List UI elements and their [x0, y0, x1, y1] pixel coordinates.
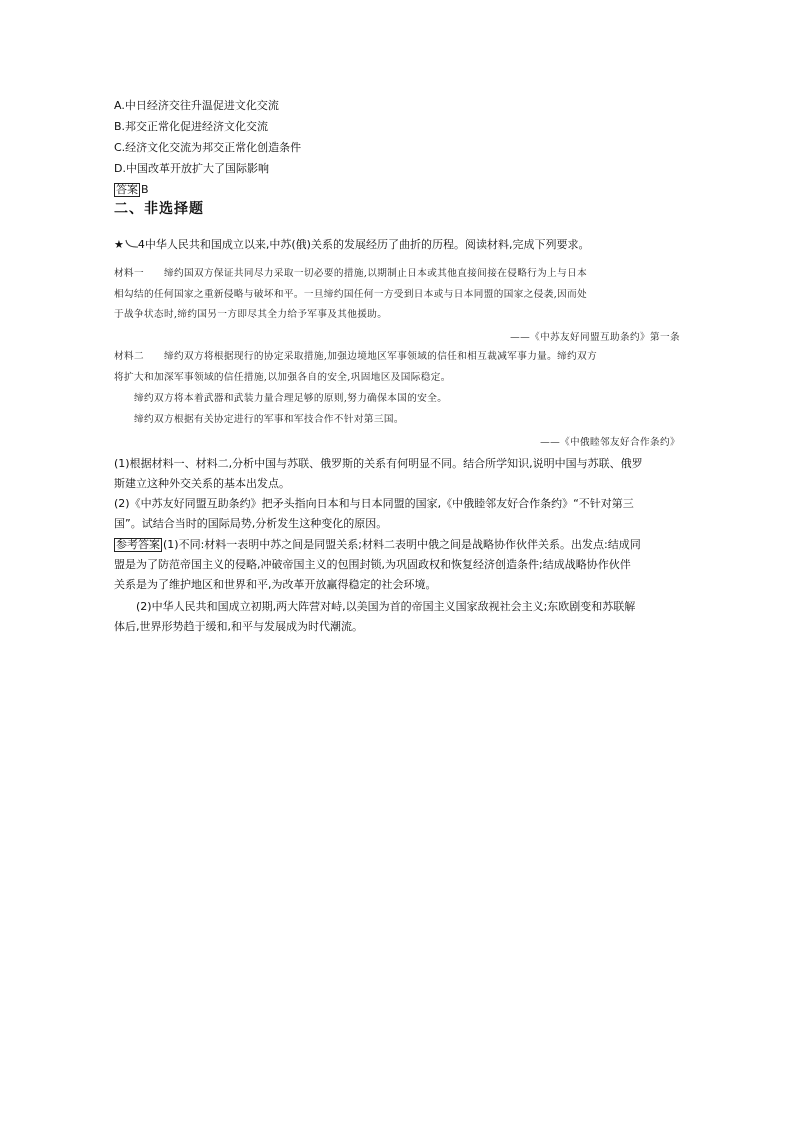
section-title: 二、非选择题: [114, 201, 204, 217]
material1-line1: 材料一 缔约国双方保证共同尽力采取一切必要的措施,以期制止日本或其他直接间接在侵略行为上与日本: [114, 268, 588, 279]
material1-line2: 相勾结的任何国家之重新侵略与破坏和平。一旦缔约国任何一方受到日本或与日本同盟的国家之侵袭,因而处: [114, 289, 588, 300]
answer-row: [114, 183, 149, 197]
reference-line5: 体后,世界形势趋于缓和,和平与发展成为时代潮流。: [114, 620, 363, 633]
question-4: [114, 238, 589, 252]
reference-line1: [114, 538, 641, 552]
q1-line2: 斯建立这种外交关系的基本出发点。: [114, 477, 290, 490]
option-a: A.中日经济交往升温促进文化交流: [114, 99, 279, 112]
material2-source: ——《中俄睦邻友好合作条约》: [540, 437, 680, 448]
question-text: 4中华人民共和国成立以来,中苏(俄)关系的发展经历了曲折的历程。阅读材料,完成下列要求。: [137, 238, 590, 251]
reference-label: 参考答案: [116, 538, 160, 551]
material2-line2: 将扩大和加深军事领域的信任措施,以加强各自的安全,巩固地区及国际稳定。: [114, 372, 451, 383]
option-d: D.中国改革开放扩大了国际影响: [114, 162, 269, 175]
option-b: B.邦交正常化促进经济文化交流: [114, 120, 269, 133]
reference-line4: (2)中华人民共和国成立初期,两大阵营对峙,以美国为首的帝国主义国家敌视社会主义;东欧剧变和苏联解: [114, 600, 636, 613]
material1-line3: 于战争状态时,缔约国另一方即尽其全力给予军事及其他援助。: [114, 309, 388, 320]
difficulty-icon: [124, 239, 138, 249]
material2-line4: 缔约双方根据有关协定进行的军事和军技合作不针对第三国。: [114, 414, 404, 425]
material2-line3: 缔约双方将本着武器和武装力量合理足够的原则,努力确保本国的安全。: [114, 393, 448, 404]
q1-line1: (1)根据材料一、材料二,分析中国与苏联、俄罗斯的关系有何明显不同。结合所学知识,说明中国与苏联、俄罗: [114, 457, 643, 470]
reference-line2: 盟是为了防范帝国主义的侵略,冲破帝国主义的包围封锁,为巩固政权和恢复经济创造条件;结成战略协作伙伴: [114, 558, 631, 571]
reference-line3: 关系是为了维护地区和世界和平,为改革开放赢得稳定的社会环境。: [114, 578, 437, 591]
material1-source: ——《中苏友好同盟互助条约》第一条: [510, 332, 680, 343]
material2-line1: 材料二 缔约双方将根据现行的协定采取措施,加强边境地区军事领域的信任和相互裁减军事力量。缔约双方: [114, 351, 598, 362]
q2-line2: 国”。试结合当时的国际局势,分析发生这种变化的原因。: [114, 517, 388, 530]
answer-value: B: [141, 183, 149, 196]
answer-label: 答案: [116, 183, 138, 196]
option-c: C.经济文化交流为邦交正常化创造条件: [114, 141, 302, 154]
star-icon: ★: [114, 238, 124, 251]
reference-text-1: (1)不同:材料一表明中苏之间是同盟关系;材料二表明中俄之间是战略协作伙伴关系。出发点:结成同: [163, 538, 641, 551]
q2-line1: (2)《中苏友好同盟互助条约》把矛头指向日本和与日本同盟的国家,《中俄睦邻友好合作条约》“不针对第三: [114, 497, 634, 510]
